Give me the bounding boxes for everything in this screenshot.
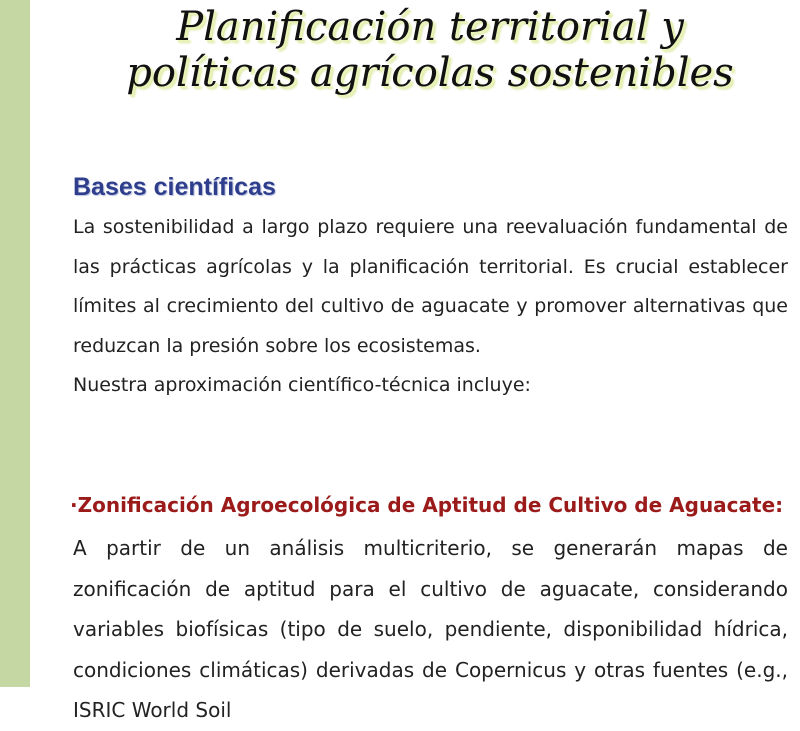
bases-paragraph: La sostenibilidad a largo plazo requiere una reevaluación fundamental de las prácticas agrícolas y la planificación territorial. Es crucial establecer límites al crecimiento del cultivo de aguacate y promover alternativas que reduzcan la presión sobre los ecosistemas. [73, 216, 788, 357]
page-title [60, 4, 800, 96]
zoning-paragraph: A partir de un análisis multicriterio, se generarán mapas de zonificación de aptitud para el cultivo de aguacate, considerando variables biofísicas (tipo de suelo, pendiente, disponibilidad hídrica, condiciones climáticas) derivadas de Copernicus y otras fuentes (e.g., ISRIC World Soil [73, 536, 788, 722]
left-accent-bar [0, 0, 30, 687]
section-heading-bases: Bases científicas [73, 173, 276, 201]
page-title-line-2: políticas agrícolas sostenibles [126, 50, 734, 96]
zoning-subheading: ·Zonificación Agroecológica de Aptitud de Cultivo de Aguacate: [70, 493, 784, 517]
page-title-line-1: Planificación territorial y [176, 4, 684, 50]
approach-line: Nuestra aproximación científico-técnica incluye: [73, 374, 531, 396]
